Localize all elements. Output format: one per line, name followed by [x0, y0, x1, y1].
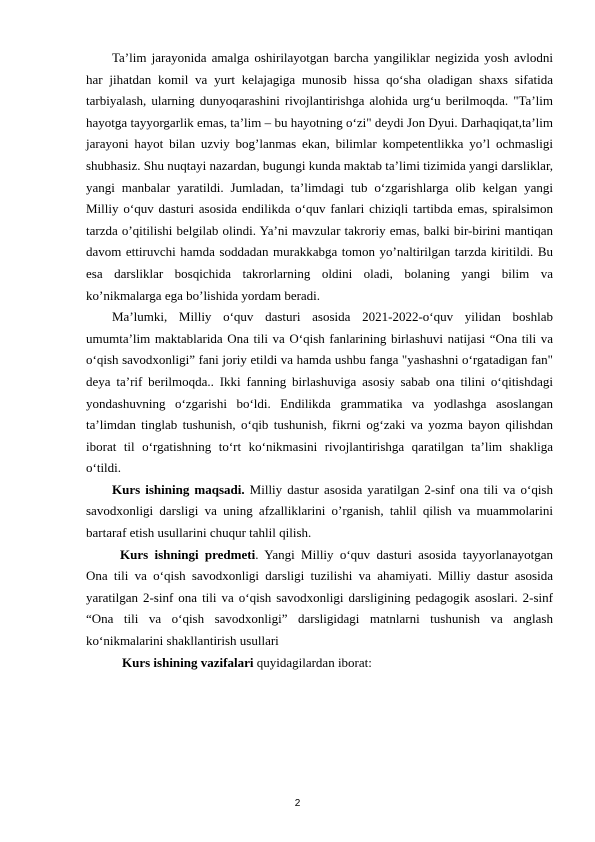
tasks-heading: Kurs ishining vazifalari — [122, 654, 254, 670]
paragraph-tasks — [86, 652, 553, 674]
subject-text: . Yangi Milliy o‘quv dasturi asosida tayyorlanayotgan Ona tili va o‘qish savodxonligi darsligi tuzilishi va ahamiyati. Milliy dastur asosida yaratilgan 2-sinf ona tili va o‘qish savodxonligi darsligining pedagogik asoslari. 2-sinf “Ona tili va o‘qish savodxonligi” darsligidagi matnlarni tushunish va anglash ko‘nikmalarini shakllantirish usullari — [86, 546, 554, 649]
body-text — [86, 47, 553, 673]
subject-heading: Kurs ishningi predmeti — [120, 546, 256, 562]
goal-text: Milliy dastur asosida yaratilgan 2-sinf ona tili va o‘qish savodxonligi darsligi va uning afzalliklarini o’rganish, tahlil qilish va muammolarini bartaraf etish usullarini chuqur tahlil qilish. — [86, 481, 553, 541]
tasks-text: quyidagilardan iborat: — [253, 654, 372, 670]
paragraph-intro: Ta’lim jarayonida amalga oshirilayotgan barcha yangiliklar negizida yosh avlodni har jihatdan komil va yurt kelajagiga munosib hissa qo‘sha oladigan shaxs sifatida tarbiyalash, ularning dunyoqarashini rivojlantirishga alohida urg‘u berilmoqda. "Ta’lim hayotga tayyorgarlik emas, ta’lim – bu hayotning o‘zi" deydi Jon Dyui. Darhaqiqat,ta’lim jarayoni hayot bilan uzviy bog’lanmas ekan, bilimlar kompetentlikka yo’l ochmasligi shubhasiz. Shu nuqtayi nazardan, bugungi kunda maktab ta’limi tizimida yangi darsliklar, yangi manbalar yaratildi. Jumladan, ta’limdagi tub o‘zgarishlarga olib kelgan yangi Milliy o‘quv dasturi asosida endilikda o‘quv fanlari chiziqli tartibda emas, spiralsimon tarzda o’qitilishi belgilab olindi. Ya’ni mavzular takroriy emas, balki bir-birini mantiqan davom ettiruvchi hamda soddadan murakkabga tomon yo’naltirilgan tarzda kiritildi. Bu esa darsliklar bosqichida takrorlarning oldini oladi, bolaning yangi bilim va ko’nikmalarga ega bo’lishida yordam beradi. — [86, 50, 554, 303]
page-number: 2 — [294, 798, 301, 809]
paragraph-goal — [86, 479, 553, 544]
paragraph-subject — [86, 544, 553, 652]
paragraph-curriculum: Ma’lumki, Milliy o‘quv dasturi asosida 2021-2022-o‘quv yilidan boshlab umumta’lim maktablarida Ona tili va O‘qish fanlarining birlashuvi natijasi “Ona tili va o‘qish savodxonligi” fani joriy etildi va hamda ushbu fanga "yashashni o‘rgatadigan fan" deya ta’rif berilmoqda.. Ikki fanning birlashuviga asosiy sabab ona tilini o‘qitishdagi yondashuvning o‘zgarishi bo‘ldi. Endilikda grammatika va yodlashga asoslangan ta’limdan tinglab tushunish, o‘qib tushunish, fikrni og‘zaki va yozma bayon qilishdan iborat til o‘rgatishning to‘rt ko‘nikmasini rivojlantirishga qaratilgan ta’lim shakliga o‘tildi. — [86, 309, 553, 476]
goal-heading: Kurs ishining maqsadi. — [112, 481, 245, 497]
